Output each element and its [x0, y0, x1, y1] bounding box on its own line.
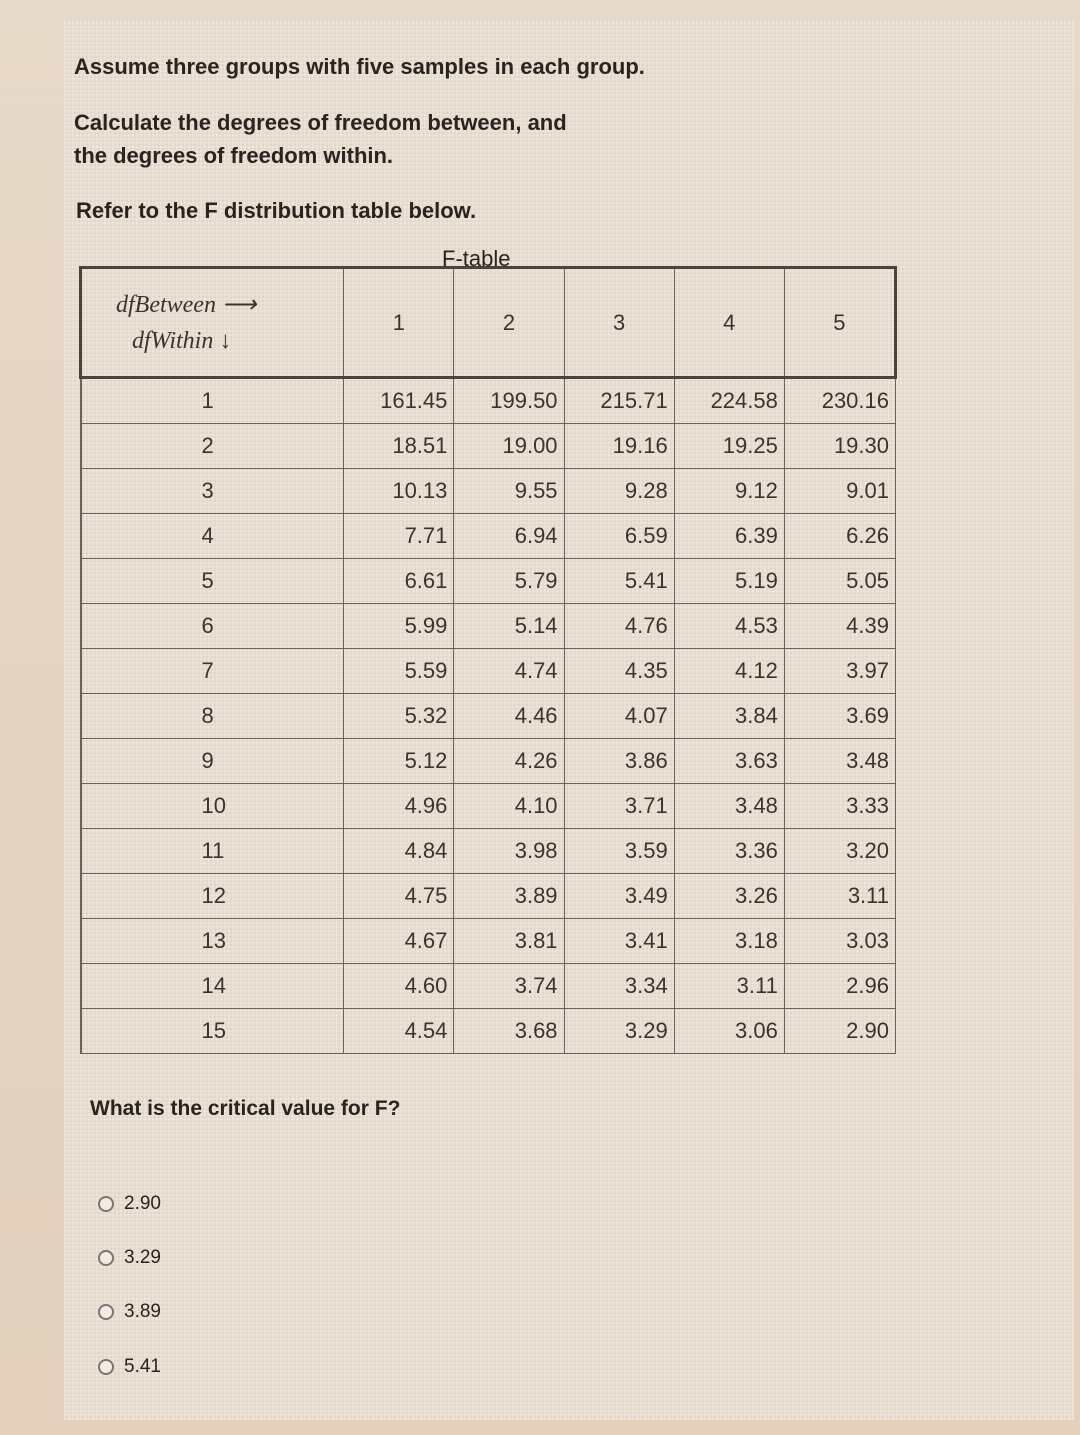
table-cell: 4.76 [564, 604, 674, 649]
table-cell: 215.71 [564, 378, 674, 424]
table-cell: 5.05 [784, 559, 895, 604]
table-cell: 4.96 [344, 784, 454, 829]
table-cell: 6.26 [784, 514, 895, 559]
table-cell: 5.79 [454, 559, 564, 604]
table-cell: 3.20 [784, 829, 895, 874]
table-cell: 4.54 [344, 1009, 454, 1054]
table-cell: 3.59 [564, 829, 674, 874]
table-row [81, 378, 896, 424]
prompt-line-4: Refer to the F distribution table below. [76, 198, 477, 223]
table-cell: 2.90 [784, 1009, 895, 1054]
table-cell: 6.59 [564, 514, 674, 559]
row-header-df-within: 9 [81, 739, 344, 784]
radio-button-icon[interactable] [98, 1250, 114, 1266]
prompt-line-3: the degrees of freedom within. [74, 143, 394, 168]
prompt-line-2: Calculate the degrees of freedom between, and [74, 110, 567, 135]
df-within-label: dfWithin ↓ [132, 327, 232, 354]
table-cell: 6.61 [344, 559, 454, 604]
table-cell: 3.03 [784, 919, 895, 964]
table-cell: 3.49 [564, 874, 674, 919]
column-header: 3 [564, 268, 674, 378]
table-cell: 4.26 [454, 739, 564, 784]
table-cell: 3.74 [454, 964, 564, 1009]
row-header-df-within: 4 [81, 514, 344, 559]
table-cell: 4.67 [344, 919, 454, 964]
row-header-df-within: 8 [81, 694, 344, 739]
column-header: 4 [674, 268, 784, 378]
option-label: 5.41 [124, 1356, 161, 1377]
table-title: F-table [442, 246, 511, 271]
column-header: 5 [784, 268, 895, 378]
table-row [81, 1009, 896, 1054]
table-cell: 3.68 [454, 1009, 564, 1054]
table-cell: 3.41 [564, 919, 674, 964]
table-cell: 3.98 [454, 829, 564, 874]
row-header-df-within: 1 [81, 378, 344, 424]
table-row [81, 559, 896, 604]
table-corner-cell [81, 268, 344, 378]
table-cell: 3.97 [784, 649, 895, 694]
table-row [81, 649, 896, 694]
table-cell: 5.32 [344, 694, 454, 739]
table-cell: 4.74 [454, 649, 564, 694]
table-cell: 10.13 [344, 469, 454, 514]
table-cell: 4.39 [784, 604, 895, 649]
row-header-df-within: 11 [81, 829, 344, 874]
table-cell: 3.36 [674, 829, 784, 874]
row-header-df-within: 15 [81, 1009, 344, 1054]
radio-button-icon[interactable] [98, 1304, 114, 1320]
column-header: 1 [344, 268, 454, 378]
table-cell: 4.53 [674, 604, 784, 649]
column-header: 2 [454, 268, 564, 378]
table-cell: 3.71 [564, 784, 674, 829]
table-cell: 7.71 [344, 514, 454, 559]
table-cell: 3.63 [674, 739, 784, 784]
table-cell: 9.28 [564, 469, 674, 514]
table-cell: 5.59 [344, 649, 454, 694]
table-row [81, 469, 896, 514]
table-row [81, 604, 896, 649]
radio-button-icon[interactable] [98, 1196, 114, 1212]
f-distribution-table [79, 266, 897, 1054]
table-cell: 19.30 [784, 424, 895, 469]
table-cell: 4.60 [344, 964, 454, 1009]
table-row [81, 424, 896, 469]
table-cell: 161.45 [344, 378, 454, 424]
table-cell: 3.18 [674, 919, 784, 964]
table-cell: 2.96 [784, 964, 895, 1009]
table-cell: 3.29 [564, 1009, 674, 1054]
table-row [81, 919, 896, 964]
table-cell: 9.01 [784, 469, 895, 514]
table-cell: 19.16 [564, 424, 674, 469]
table-cell: 3.84 [674, 694, 784, 739]
table-cell: 4.84 [344, 829, 454, 874]
table-cell: 4.35 [564, 649, 674, 694]
table-cell: 4.75 [344, 874, 454, 919]
table-cell: 4.46 [454, 694, 564, 739]
df-between-label: dfBetween ⟶ [116, 291, 257, 318]
table-cell: 5.19 [674, 559, 784, 604]
table-cell: 5.41 [564, 559, 674, 604]
row-header-df-within: 14 [81, 964, 344, 1009]
row-header-df-within: 6 [81, 604, 344, 649]
option-label: 2.90 [124, 1193, 161, 1214]
prompt-line-1: Assume three groups with five samples in each group. [74, 54, 645, 79]
table-row [81, 874, 896, 919]
table-row [81, 514, 896, 559]
row-header-df-within: 7 [81, 649, 344, 694]
answer-option-2[interactable] [98, 1247, 161, 1269]
table-cell: 5.12 [344, 739, 454, 784]
answer-option-4[interactable] [98, 1356, 161, 1378]
table-cell: 18.51 [344, 424, 454, 469]
table-cell: 3.89 [454, 874, 564, 919]
row-header-df-within: 3 [81, 469, 344, 514]
table-cell: 4.12 [674, 649, 784, 694]
row-header-df-within: 12 [81, 874, 344, 919]
table-cell: 3.26 [674, 874, 784, 919]
table-cell: 19.25 [674, 424, 784, 469]
table-cell: 3.48 [674, 784, 784, 829]
radio-button-icon[interactable] [98, 1359, 114, 1375]
table-cell: 3.11 [674, 964, 784, 1009]
row-header-df-within: 10 [81, 784, 344, 829]
answer-option-3[interactable] [98, 1301, 161, 1323]
table-cell: 6.39 [674, 514, 784, 559]
table-cell: 5.99 [344, 604, 454, 649]
option-label: 3.89 [124, 1301, 161, 1322]
table-cell: 4.10 [454, 784, 564, 829]
table-row [81, 784, 896, 829]
table-cell: 199.50 [454, 378, 564, 424]
table-cell: 5.14 [454, 604, 564, 649]
table-cell: 3.11 [784, 874, 895, 919]
table-row [81, 694, 896, 739]
table-cell: 3.06 [674, 1009, 784, 1054]
table-row [81, 739, 896, 784]
table-cell: 3.86 [564, 739, 674, 784]
table-cell: 3.33 [784, 784, 895, 829]
answer-option-1[interactable] [98, 1193, 161, 1215]
option-label: 3.29 [124, 1247, 161, 1268]
table-cell: 6.94 [454, 514, 564, 559]
table-row [81, 964, 896, 1009]
table-cell: 3.69 [784, 694, 895, 739]
table-row [81, 829, 896, 874]
table-cell: 9.12 [674, 469, 784, 514]
table-cell: 4.07 [564, 694, 674, 739]
table-cell: 9.55 [454, 469, 564, 514]
table-cell: 230.16 [784, 378, 895, 424]
row-header-df-within: 5 [81, 559, 344, 604]
table-cell: 224.58 [674, 378, 784, 424]
table-cell: 3.81 [454, 919, 564, 964]
table-cell: 3.48 [784, 739, 895, 784]
table-header-row [81, 268, 896, 378]
question-text: What is the critical value for F? [90, 1097, 401, 1120]
table-cell: 3.34 [564, 964, 674, 1009]
row-header-df-within: 13 [81, 919, 344, 964]
row-header-df-within: 2 [81, 424, 344, 469]
table-cell: 19.00 [454, 424, 564, 469]
